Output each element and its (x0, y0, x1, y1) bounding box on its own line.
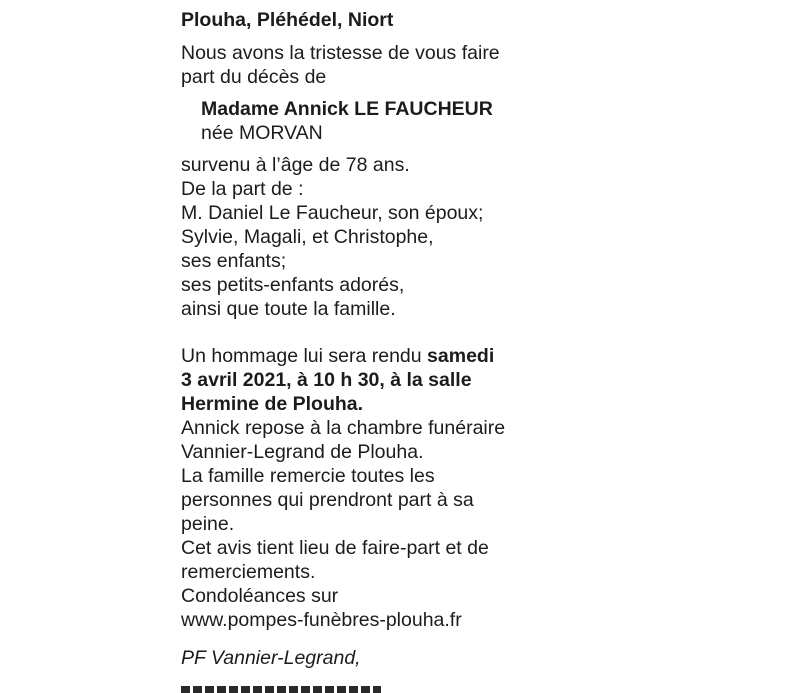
obituary-notice (181, 8, 561, 670)
family-line: survenu à l’âge de 78 ans. (181, 154, 410, 176)
details-line: personnes qui prendront part à sa (181, 489, 474, 511)
details-line: La famille remercie toutes les (181, 465, 435, 487)
cut-off-text (181, 686, 381, 693)
intro-line: part du décès de (181, 66, 327, 88)
details-line: peine. (181, 513, 235, 535)
places-heading: Plouha, Pléhédel, Niort (181, 9, 394, 31)
details-text (181, 416, 561, 632)
family-line: Sylvie, Magali, et Christophe, (181, 226, 434, 248)
details-line: Vannier-Legrand de Plouha. (181, 441, 424, 463)
family-line: ses petits-enfants adorés, (181, 274, 405, 296)
family-line: De la part de : (181, 178, 304, 200)
paragraph-gap (181, 321, 561, 344)
details-line: Cet avis tient lieu de faire-part et de (181, 537, 489, 559)
family-line: ainsi que toute la famille. (181, 298, 396, 320)
funeral-home-signature: PF Vannier-Legrand, (181, 647, 361, 669)
paragraph-gap (181, 632, 561, 646)
deceased-block (201, 97, 561, 145)
condolences-url: www.pompes-funèbres-plouha.fr (181, 609, 462, 631)
intro-text (181, 41, 561, 89)
deceased-name: Madame Annick LE FAUCHEUR (201, 98, 493, 120)
details-line: Annick repose à la chambre funéraire (181, 417, 506, 439)
details-line: Condoléances sur (181, 585, 339, 607)
tribute-line-1 (181, 344, 561, 368)
tribute-day: samedi (427, 345, 495, 367)
family-line: ses enfants; (181, 250, 287, 272)
details-line: remerciements. (181, 561, 316, 583)
intro-line: Nous avons la tristesse de vous faire (181, 42, 500, 64)
tribute-date-time: 3 avril 2021, à 10 h 30, à la salle (181, 369, 472, 391)
tribute-plain: Un hommage lui sera rendu (181, 345, 428, 367)
tribute-venue: Hermine de Plouha. (181, 393, 364, 415)
truncated-address-line (181, 686, 391, 693)
family-text (181, 153, 561, 321)
deceased-birth-name: née MORVAN (201, 122, 323, 144)
family-line: M. Daniel Le Faucheur, son époux; (181, 202, 484, 224)
tribute-text (181, 344, 561, 416)
